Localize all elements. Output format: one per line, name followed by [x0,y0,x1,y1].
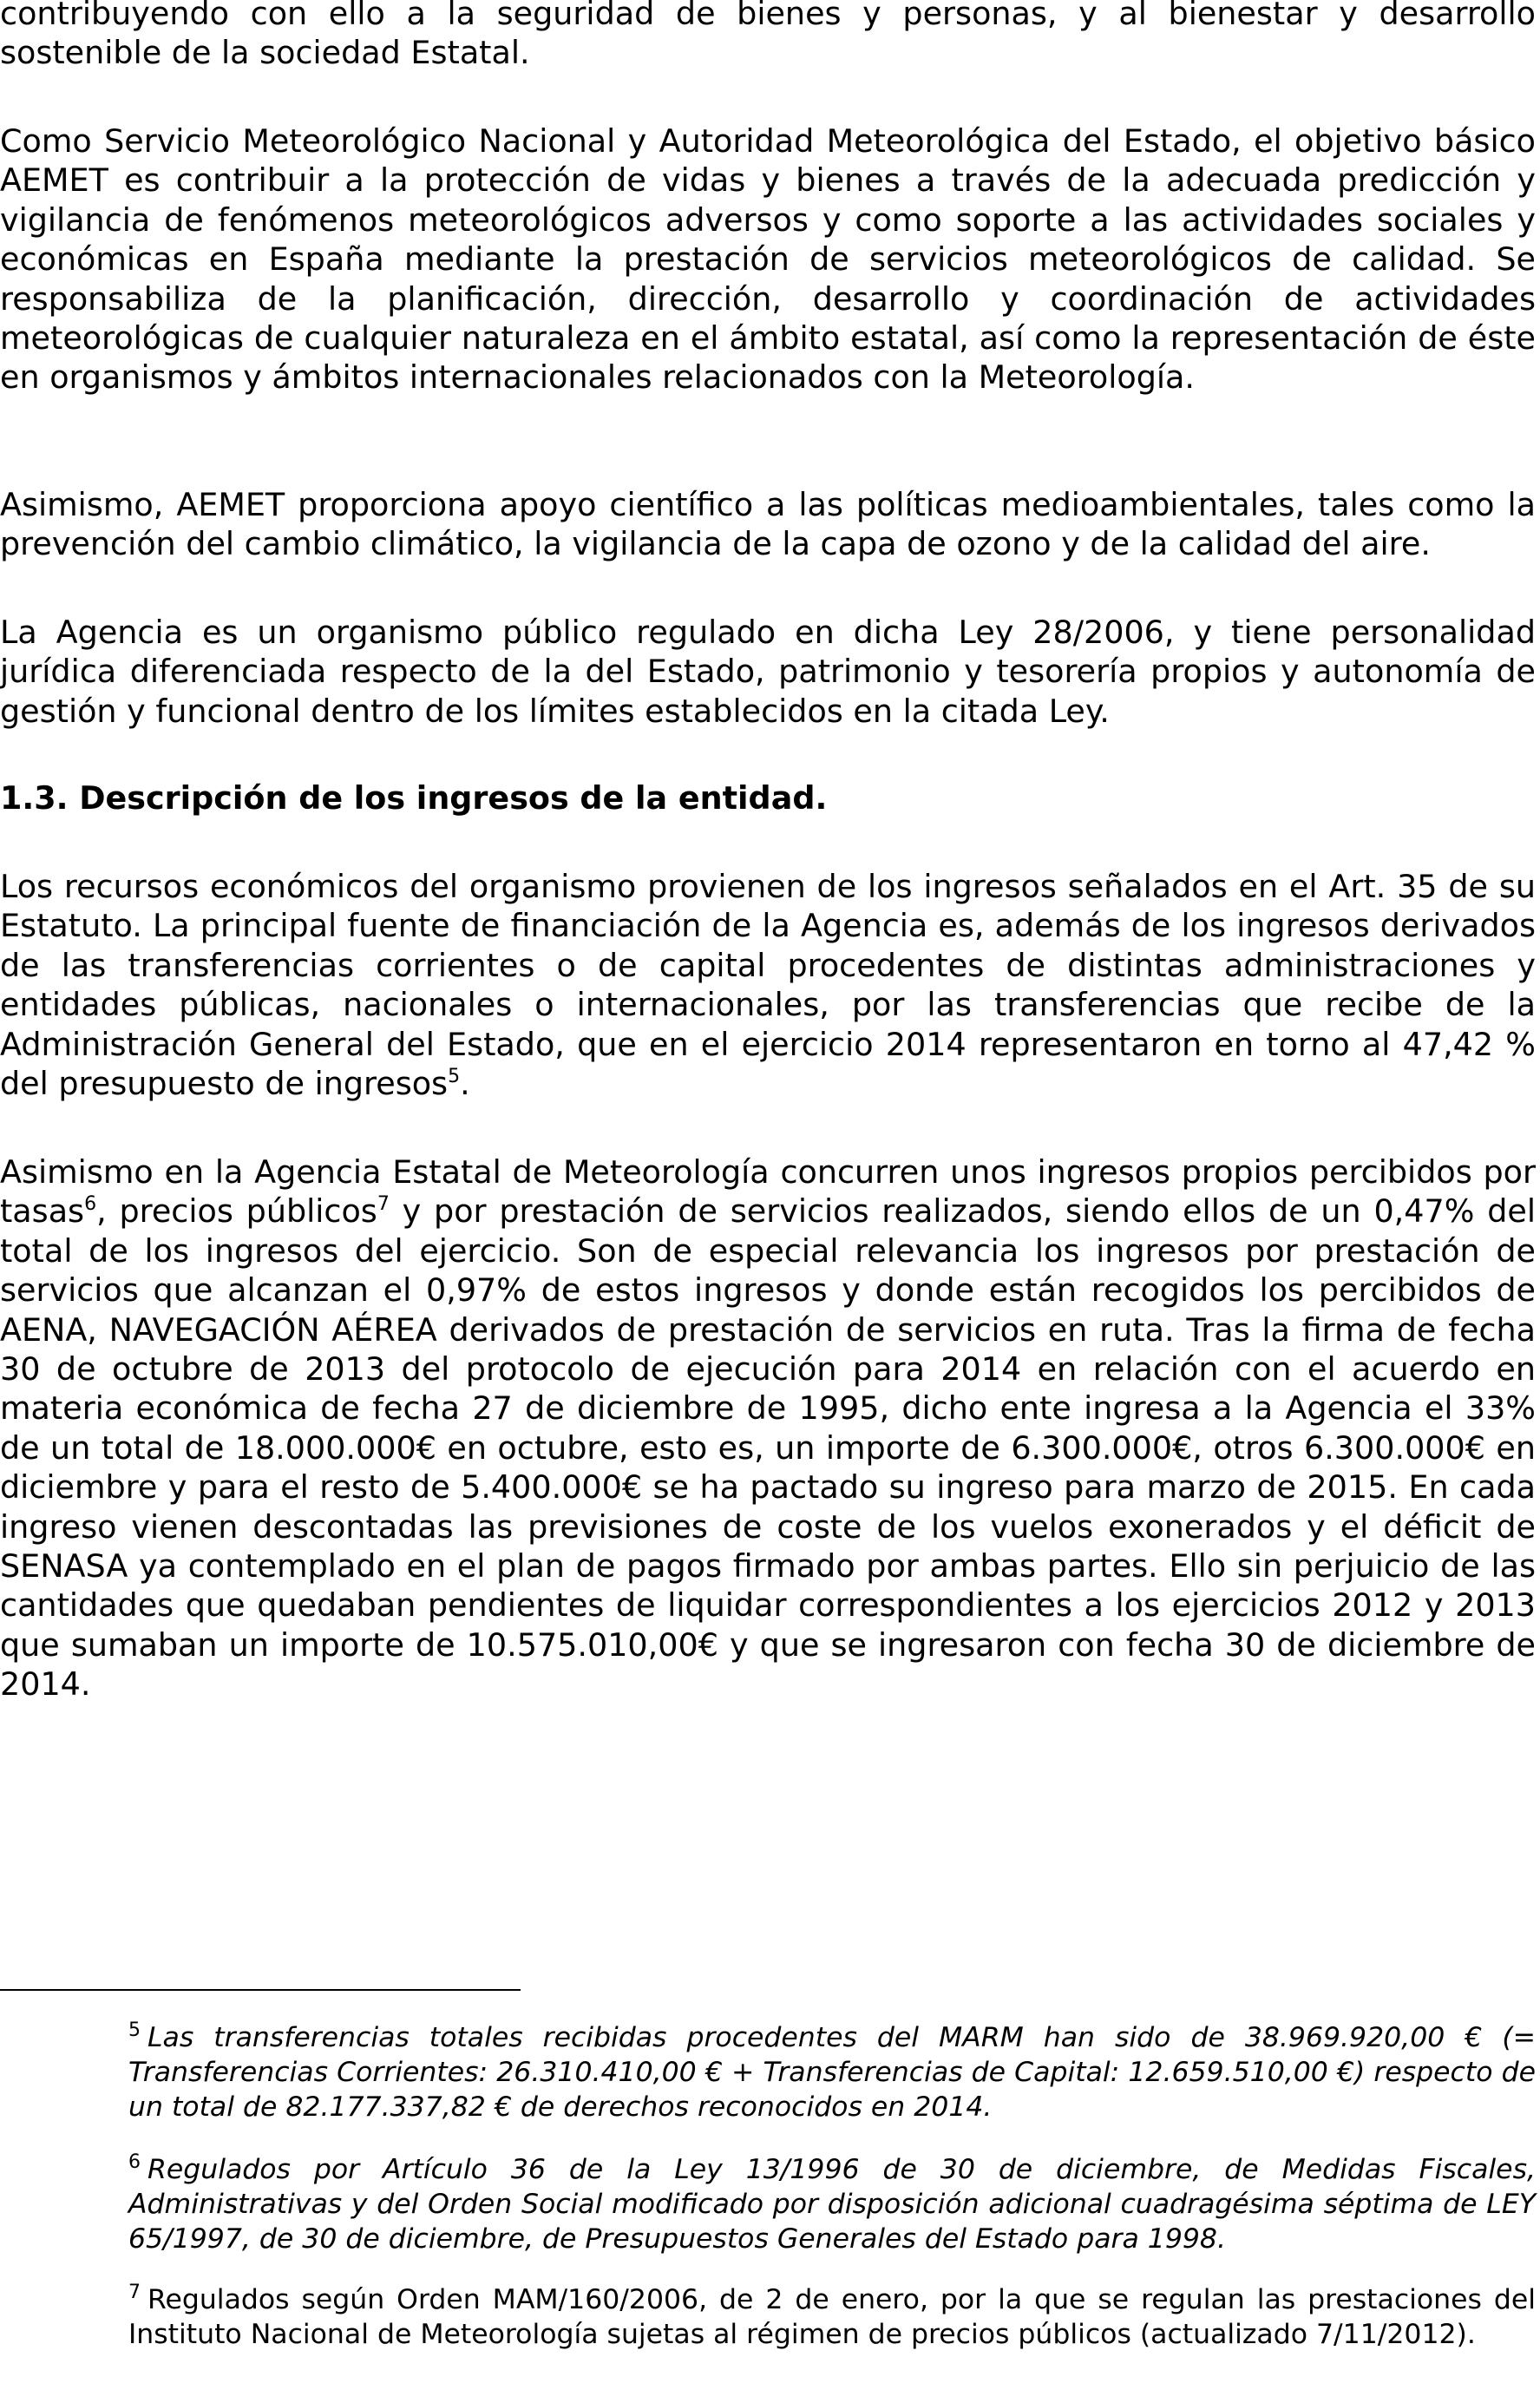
paragraph-own-income-part-c: y por prestación de servicios realizados, siendo ellos de un 0,47% del total de los ingresos del ejercicio. Son de especial relevancia los ingresos por prestación de servicios que alcanzan el 0,97% de estos ingresos y donde están recogidos los percibidos de AENA, NAVEGACIÓN AÉREA derivados de prestación de servicios en ruta. Tras la firma de fecha 30 de octubre de 2013 del protocolo de ejecución para 2014 en relación con el acuerdo en materia económica de fecha 27 de diciembre de 1995, dicho ente ingresa a la Agencia el 33% de un total de 18.000.000€ en octubre, esto es, un importe de 6.300.000€, otros 6.300.000€ en diciembre y para el resto de 5.400.000€ se ha pactado su ingreso para marzo de 2015. En cada ingreso vienen descontadas las previsiones de coste de los vuelos exonerados y el déficit de SENASA ya contemplado en el plan de pagos firmado por ambas partes. Ello sin perjuicio de las cantidades que quedaban pendientes de liquidar correspondientes a los ejercicios 2012 y 2013 que sumaban un importe de 10.575.010,00€ y que se ingresaron con fecha 30 de diciembre de 2014. [0,1192,1536,1704]
footnote-6-number: 6 [128,2151,141,2173]
footnote-ref-7[interactable]: 7 [377,1193,390,1216]
paragraph-continuation: contribuyendo con ello a la seguridad de bienes y personas, y al bienestar y desarrollo sostenible de la sociedad Estatal. [0,0,1536,72]
paragraph-scientific-support: Asimismo, AEMET proporciona apoyo científico a las políticas medioambientales, tales como la prevención del cambio climático, la vigilancia de la capa de ozono y de la calidad del aire. [0,486,1536,563]
footnote-ref-6[interactable]: 6 [84,1193,97,1216]
footnote-7-text: Regulados según Orden MAM/160/2006, de 2 de enero, por la que se regulan las prestaciones del Instituto Nacional de Meteorología sujetas al régimen de precios públicos (actualizado 7/11/2012). [128,2284,1536,2350]
paragraph-legal-status: La Agencia es un organismo público regulado en dicha Ley 28/2006, y tiene personalidad jurídica diferenciada respecto de la del Estado, patrimonio y tesorería propios y autonomía de gestión y funcional dentro de los límites establecidos en la citada Ley. [0,614,1536,730]
paragraph-economic-resources [0,867,1536,1103]
footnote-6 [128,2152,1536,2256]
footnote-7 [128,2282,1536,2352]
paragraph-own-income-part-a: Asimismo en la Agencia Estatal de Meteorología concurren unos ingresos propios percibidos por tasas [0,1153,1536,1231]
footnote-separator [0,1989,521,1991]
paragraph-economic-resources-end: . [460,1065,470,1103]
footnote-ref-5[interactable]: 5 [448,1066,461,1088]
paragraph-own-income [0,1152,1536,1704]
footnote-5 [128,2020,1536,2124]
footnote-7-number: 7 [128,2282,141,2303]
paragraph-aemet-objective: Como Servicio Meteorológico Nacional y Autoridad Meteorológica del Estado, el objetivo básico AEMET es contribuir a la protección de vidas y bienes a través de la adecuada predicción y vigilancia de fenómenos meteorológicos adversos y como soporte a las actividades sociales y económicas en España mediante la prestación de servicios meteorológicos de calidad. Se responsabiliza de la planificación, dirección, desarrollo y coordinación de actividades meteorológicas de cualquier naturaleza en el ámbito estatal, así como la representación de éste en organismos y ámbitos internacionales relacionados con la Meteorología. [0,122,1536,397]
footnote-5-text: Las transferencias totales recibidas procedentes del MARM han sido de 38.969.920,00 € (= Transferencias Corrientes: 26.310.410,00 € + Transferencias de Capital: 12.659.510,00 €) respecto de un total de 82.177.337,82 € de derechos reconocidos en 2014. [128,2022,1536,2123]
paragraph-economic-resources-text: Los recursos económicos del organismo provienen de los ingresos señalados en el Art. 35 de su Estatuto. La principal fuente de financiación de la Agencia es, además de los ingresos derivados de las transferencias corrientes o de capital procedentes de distintas administraciones y entidades públicas, nacionales o internacionales, por las transferencias que recibe de la Administración General del Estado, que en el ejercicio 2014 representaron en torno al 47,42 % del presupuesto de ingresos [0,868,1536,1103]
footnote-5-number: 5 [128,2019,141,2041]
section-heading: 1.3. Descripción de los ingresos de la entidad. [0,779,828,817]
paragraph-own-income-part-b: , precios públicos [96,1192,377,1231]
footnote-6-text: Regulados por Artículo 36 de la Ley 13/1996 de 30 de diciembre, de Medidas Fiscales, Administrativas y del Orden Social modificado por disposición adicional cuadragésima séptima de LEY 65/1997, de 30 de diciembre, de Presupuestos Generales del Estado para 1998. [128,2154,1536,2255]
